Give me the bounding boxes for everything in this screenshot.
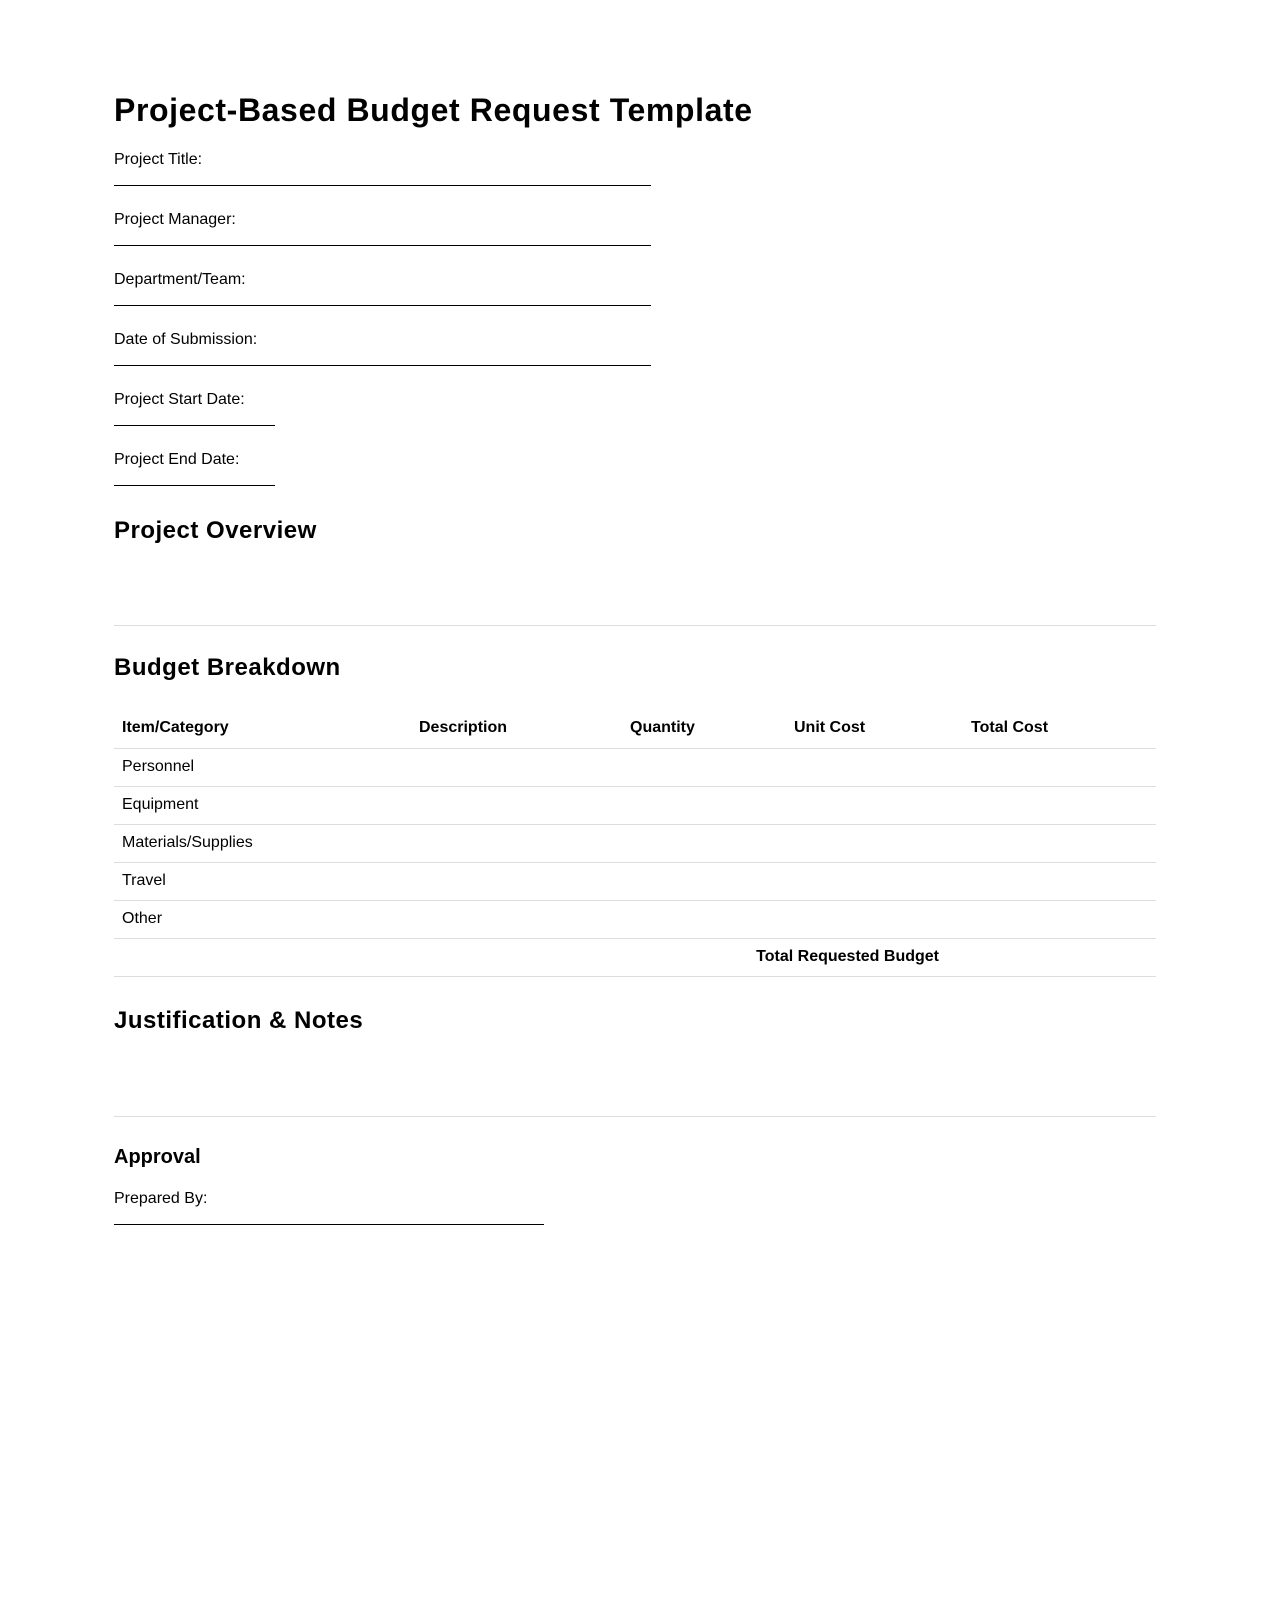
total-cost-cell[interactable]	[963, 900, 1156, 938]
table-header-row	[114, 708, 1156, 748]
quantity-cell[interactable]	[622, 862, 786, 900]
quantity-cell[interactable]	[622, 824, 786, 862]
date-of-submission-line[interactable]	[114, 365, 651, 366]
column-header-description: Description	[411, 708, 622, 748]
prepared-by-label: Prepared By:	[114, 1190, 208, 1207]
total-requested-budget-cell[interactable]	[963, 938, 1156, 976]
description-cell[interactable]	[411, 862, 622, 900]
column-header-unit-cost: Unit Cost	[786, 708, 963, 748]
description-cell[interactable]	[411, 748, 622, 786]
quantity-cell[interactable]	[622, 748, 786, 786]
unit-cost-cell[interactable]	[786, 862, 963, 900]
budget-table	[114, 708, 1156, 977]
project-manager-label: Project Manager:	[114, 211, 236, 228]
project-title-label: Project Title:	[114, 151, 203, 168]
description-cell[interactable]	[411, 900, 622, 938]
justification-divider	[114, 1116, 1156, 1117]
table-row	[114, 862, 1156, 900]
total-row	[114, 938, 1156, 976]
row-category-other: Other	[114, 900, 411, 938]
prepared-by-field[interactable]	[114, 1189, 544, 1225]
row-category-personnel: Personnel	[114, 748, 411, 786]
quantity-cell[interactable]	[622, 786, 786, 824]
project-title-field[interactable]	[114, 150, 651, 186]
page-title: Project-Based Budget Request Template	[114, 92, 753, 128]
project-start-date-field[interactable]	[114, 390, 275, 426]
approval-heading: Approval	[114, 1146, 201, 1168]
column-header-item-category: Item/Category	[114, 708, 411, 748]
quantity-cell[interactable]	[622, 900, 786, 938]
project-end-date-label: Project End Date:	[114, 451, 240, 468]
project-manager-line[interactable]	[114, 245, 651, 246]
total-requested-budget-label: Total Requested Budget	[114, 938, 963, 976]
unit-cost-cell[interactable]	[786, 748, 963, 786]
overview-divider	[114, 625, 1156, 626]
total-cost-cell[interactable]	[963, 862, 1156, 900]
table-row	[114, 824, 1156, 862]
row-category-materials-supplies: Materials/Supplies	[114, 824, 411, 862]
unit-cost-cell[interactable]	[786, 900, 963, 938]
project-end-date-field[interactable]	[114, 450, 275, 486]
row-category-travel: Travel	[114, 862, 411, 900]
prepared-by-line[interactable]	[114, 1224, 544, 1225]
project-start-date-line[interactable]	[114, 425, 275, 426]
table-row	[114, 748, 1156, 786]
date-of-submission-label: Date of Submission:	[114, 331, 258, 348]
department-team-line[interactable]	[114, 305, 651, 306]
total-cost-cell[interactable]	[963, 748, 1156, 786]
justification-notes-heading: Justification & Notes	[114, 1007, 364, 1034]
row-category-equipment: Equipment	[114, 786, 411, 824]
total-cost-cell[interactable]	[963, 824, 1156, 862]
total-cost-cell[interactable]	[963, 786, 1156, 824]
description-cell[interactable]	[411, 824, 622, 862]
project-overview-heading: Project Overview	[114, 517, 317, 544]
department-team-field[interactable]	[114, 270, 651, 306]
project-start-date-label: Project Start Date:	[114, 391, 245, 408]
table-row	[114, 786, 1156, 824]
project-end-date-line[interactable]	[114, 485, 275, 486]
description-cell[interactable]	[411, 786, 622, 824]
budget-breakdown-heading: Budget Breakdown	[114, 654, 341, 681]
project-manager-field[interactable]	[114, 210, 651, 246]
department-team-label: Department/Team:	[114, 271, 246, 288]
project-title-line[interactable]	[114, 185, 651, 186]
table-row	[114, 900, 1156, 938]
unit-cost-cell[interactable]	[786, 786, 963, 824]
unit-cost-cell[interactable]	[786, 824, 963, 862]
column-header-quantity: Quantity	[622, 708, 786, 748]
date-of-submission-field[interactable]	[114, 330, 651, 366]
column-header-total-cost: Total Cost	[963, 708, 1156, 748]
